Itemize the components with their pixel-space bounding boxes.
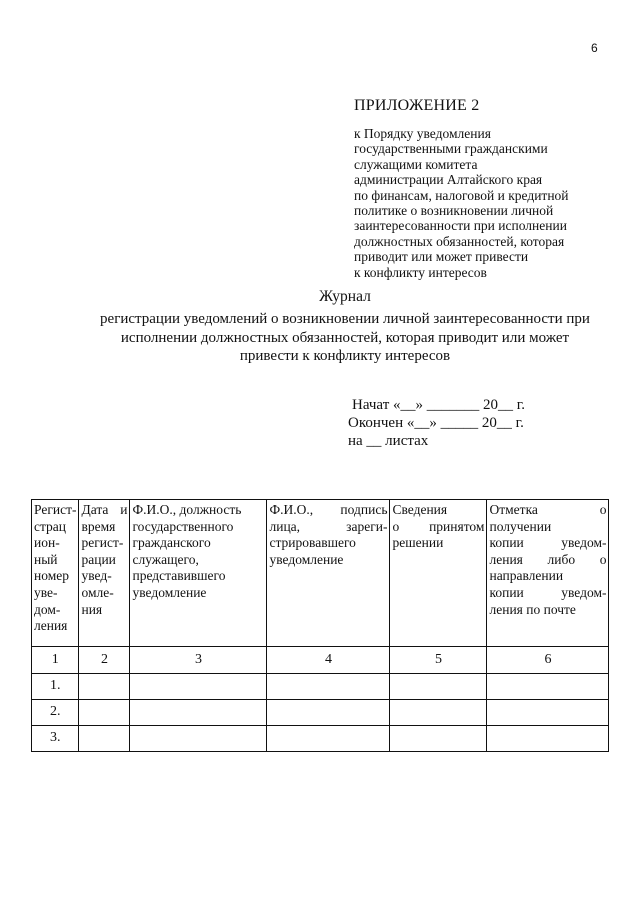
table-cell: [390, 700, 487, 726]
header-text-line: время: [81, 518, 116, 534]
column-number-row: [32, 647, 609, 674]
header-text-line: Ф.И.О., должность: [132, 502, 242, 517]
journal-title: Журнал: [319, 288, 371, 305]
table-cell: [130, 700, 267, 726]
column-number: 1: [32, 647, 79, 674]
table-cell: [79, 700, 130, 726]
header-text-line: Ф.И.О., подпись: [269, 502, 388, 517]
table-cell: [79, 674, 130, 700]
journal-subtitle-line: исполнении должностных обязанностей, которая приводит или может: [120, 329, 570, 346]
appendix-title: ПРИЛОЖЕНИЕ 2: [354, 97, 480, 114]
header-text-line: омле-: [81, 584, 114, 600]
header-text-line: ления либо о: [489, 551, 607, 567]
table-cell: [267, 726, 390, 752]
table-cell: [390, 674, 487, 700]
header-text-line: дом-: [34, 601, 61, 617]
header-text-line: направлении: [489, 568, 564, 584]
table-cell: [130, 674, 267, 700]
header-text-line: получении: [489, 518, 552, 534]
header-registration-number: [32, 500, 79, 647]
journal-subtitle-line: регистрации уведомлений о возникновении личной заинтересованности при: [100, 311, 590, 327]
header-text-line: Сведения: [392, 502, 448, 517]
appendix-line: государственными гражданскими: [354, 141, 548, 157]
table-cell: [267, 700, 390, 726]
header-text-line: копии уведом-: [489, 584, 607, 600]
header-text-line: государственного: [132, 518, 234, 534]
column-number: 4: [267, 647, 390, 674]
header-registration-date: [79, 500, 130, 647]
registration-table: [31, 499, 609, 752]
date-ended: Окончен «__» _____ 20__ г.: [348, 415, 524, 431]
row-number: 1.: [32, 674, 79, 700]
page-number: 6: [591, 41, 598, 55]
header-text-line: страц: [34, 518, 67, 534]
journal-dates: [348, 396, 525, 450]
header-text-line: о принятом: [392, 518, 485, 534]
column-number: 2: [79, 647, 130, 674]
column-number: 6: [487, 647, 609, 674]
header-text-line: увед-: [81, 568, 112, 584]
header-text-line: уведомление: [269, 551, 344, 567]
header-text-line: гражданского: [132, 535, 211, 551]
header-text-line: номер: [34, 568, 70, 584]
appendix-text: [354, 126, 604, 280]
header-text-line: представившего: [132, 568, 226, 584]
header-copy-received: [487, 500, 609, 647]
header-text-line: стрировавшего: [269, 535, 356, 551]
journal-subtitle-line: привести к конфликту интересов: [239, 348, 451, 364]
table-cell: [487, 700, 609, 726]
header-text-line: копии уведом-: [489, 535, 607, 551]
appendix-line: заинтересованности при исполнении: [354, 218, 567, 234]
appendix-line: должностных обязанностей, которая: [354, 233, 565, 249]
header-text-line: лица, зареги-: [269, 518, 388, 534]
column-number: 3: [130, 647, 267, 674]
header-text-line: Дата и: [81, 502, 128, 517]
table-cell: [79, 726, 130, 752]
header-text-line: ния: [81, 601, 103, 617]
header-text-line: служащего,: [132, 551, 199, 567]
header-text-line: ный: [34, 551, 58, 567]
header-text-line: решении: [392, 535, 444, 551]
appendix-line: служащими комитета: [354, 156, 478, 172]
header-text-line: регист-: [81, 535, 124, 551]
appendix-line: политике о возникновении личной: [354, 203, 554, 219]
header-text-line: ион-: [34, 535, 60, 551]
appendix-line: по финансам, налоговой и кредитной: [354, 187, 569, 203]
table-cell: [390, 726, 487, 752]
header-text-line: ления по почте: [489, 601, 576, 617]
table-cell: [130, 726, 267, 752]
header-text-line: рации: [81, 551, 116, 567]
table-cell: [267, 674, 390, 700]
table-row: [32, 700, 609, 726]
header-text-line: Отметка о: [489, 502, 607, 517]
header-text-line: уведомление: [132, 584, 207, 600]
appendix-line: администрации Алтайского края: [354, 172, 543, 188]
appendix-line: к Порядку уведомления: [354, 126, 491, 141]
header-decision: [390, 500, 487, 647]
header-servant-name: [130, 500, 267, 647]
header-text-line: уве-: [34, 584, 58, 600]
header-text-line: Регист-: [34, 502, 77, 517]
table-cell: [487, 674, 609, 700]
table-cell: [487, 726, 609, 752]
row-number: 2.: [32, 700, 79, 726]
column-number: 5: [390, 647, 487, 674]
header-registrar-name: [267, 500, 390, 647]
row-number: 3.: [32, 726, 79, 752]
header-text-line: ления: [34, 618, 68, 634]
table-row: [32, 726, 609, 752]
appendix-line: к конфликту интересов: [354, 264, 487, 280]
appendix-line: приводит или может привести: [354, 249, 529, 265]
table-row: [32, 674, 609, 700]
journal-subtitle: [0, 310, 640, 366]
date-started: Начат «__» _______ 20__ г.: [352, 397, 525, 413]
table-header-row: [32, 500, 609, 647]
sheet-count: на __ листах: [348, 433, 429, 449]
